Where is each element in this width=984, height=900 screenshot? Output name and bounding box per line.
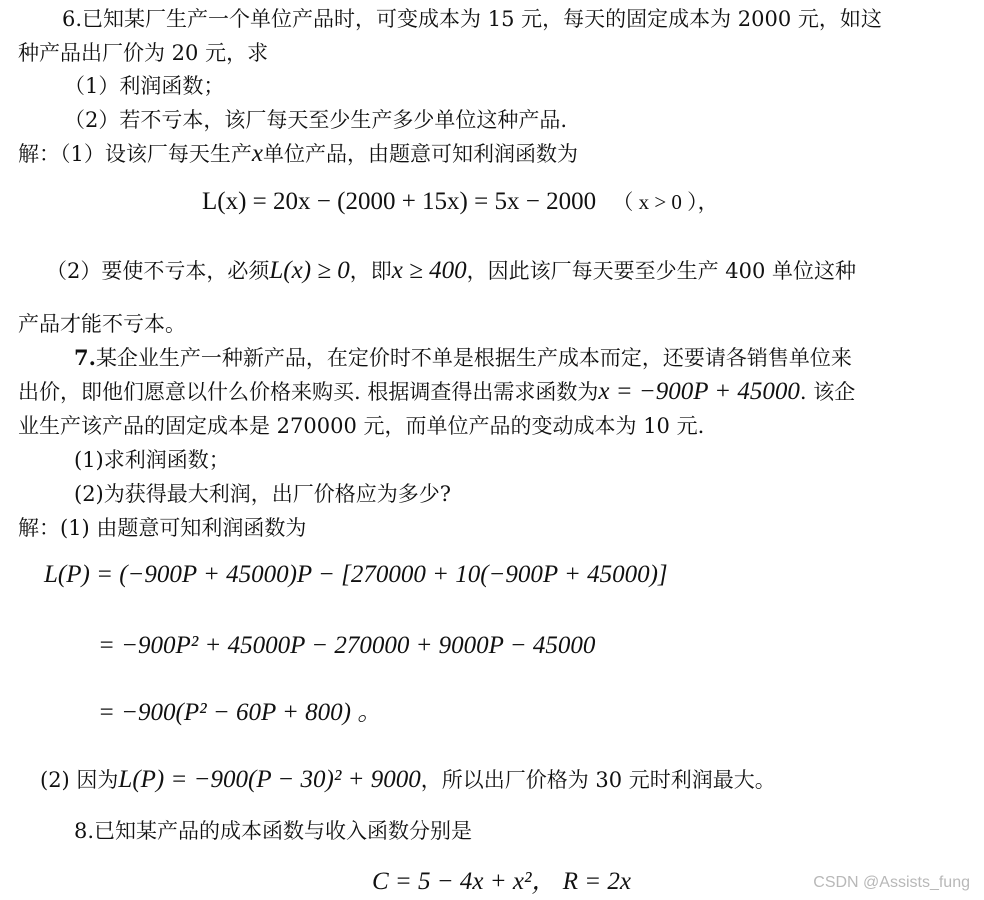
problem7-eq3: = −900(P² − 60P + 800) 。 xyxy=(98,699,383,726)
problem7-question2: (2)为获得最大利润，出厂价格应为多少? xyxy=(74,482,452,506)
profit-formula: L(x) = 20x − (2000 + 15x) = 5x − 2000 xyxy=(202,188,597,215)
part2-suffix: ，因此该厂每天要至少生产 400 单位这种 xyxy=(466,259,857,283)
problem7-eq2: = −900P² + 45000P − 270000 + 9000P − 45000 xyxy=(98,632,596,659)
problem7-line1 xyxy=(74,345,852,371)
problem7-line2 xyxy=(18,379,855,405)
problem7-eq1: L(P) = (−900P + 45000)P − [270000 + 10(−900P + 45000)] xyxy=(44,561,668,588)
problem6-profit-formula xyxy=(202,189,719,215)
problem7-question1: (1)求利润函数； xyxy=(74,448,230,472)
sol-prefix: 解：（1）设该厂每天生产 xyxy=(18,142,252,166)
problem6-question1: （1）利润函数； xyxy=(64,74,225,98)
problem7-part2 xyxy=(40,767,776,793)
problem6-solution-intro xyxy=(18,141,578,167)
problem6-part2 xyxy=(46,258,856,284)
problem6-line2: 种产品出厂价为 20 元，求 xyxy=(18,41,269,65)
demand-function: x = −900P + 45000 xyxy=(598,378,800,405)
part2-mid: ，即 xyxy=(349,259,392,283)
problem6-question2: （2）若不亏本，该厂每天至少生产多少单位这种产品. xyxy=(64,108,568,132)
problem8-line1: 8.已知某产品的成本函数与收入函数分别是 xyxy=(74,819,473,843)
problem7-number: 7. xyxy=(74,345,96,370)
problem7-part2-equation: L(P) = −900(P − 30)² + 9000 xyxy=(118,766,421,793)
sol-variable: x xyxy=(251,140,263,167)
problem7-line1-text: 某企业生产一种新产品，在定价时不单是根据生产成本而定，还要请各销售单位来 xyxy=(95,346,852,370)
part2-inequality2: x ≥ 400 xyxy=(391,257,467,284)
problem7-part2-prefix: (2) 因为 xyxy=(40,768,119,792)
part2-prefix: （2）要使不亏本，必须 xyxy=(46,259,270,283)
problem7-part2-suffix: ，所以出厂价格为 30 元时利润最大。 xyxy=(420,768,776,792)
problem7-solution-intro: 解：(1) 由题意可知利润函数为 xyxy=(18,516,307,540)
sol-suffix: 单位产品，由题意可知利润函数为 xyxy=(262,142,578,166)
problem7-line2-suffix: . 该企 xyxy=(799,380,856,404)
problem6-part2-line2: 产品才能不亏本。 xyxy=(18,312,186,336)
problem6-line1: 6.已知某厂生产一个单位产品时，可变成本为 15 元，每天的固定成本为 2000 元，如这 xyxy=(62,7,882,31)
problem8-formula: C = 5 − 4x + x²， R = 2x xyxy=(372,868,631,895)
problem7-line2-prefix: 出价，即他们愿意以什么价格来购买. 根据调查得出需求函数为 xyxy=(18,380,599,404)
watermark: CSDN @Assists_fung xyxy=(813,874,970,891)
problem7-line3: 业生产该产品的固定成本是 270000 元，而单位产品的变动成本为 10 元. xyxy=(18,414,705,438)
profit-condition: （ x > 0 ）， xyxy=(612,190,719,214)
part2-inequality: L(x) ≥ 0 xyxy=(269,257,350,284)
